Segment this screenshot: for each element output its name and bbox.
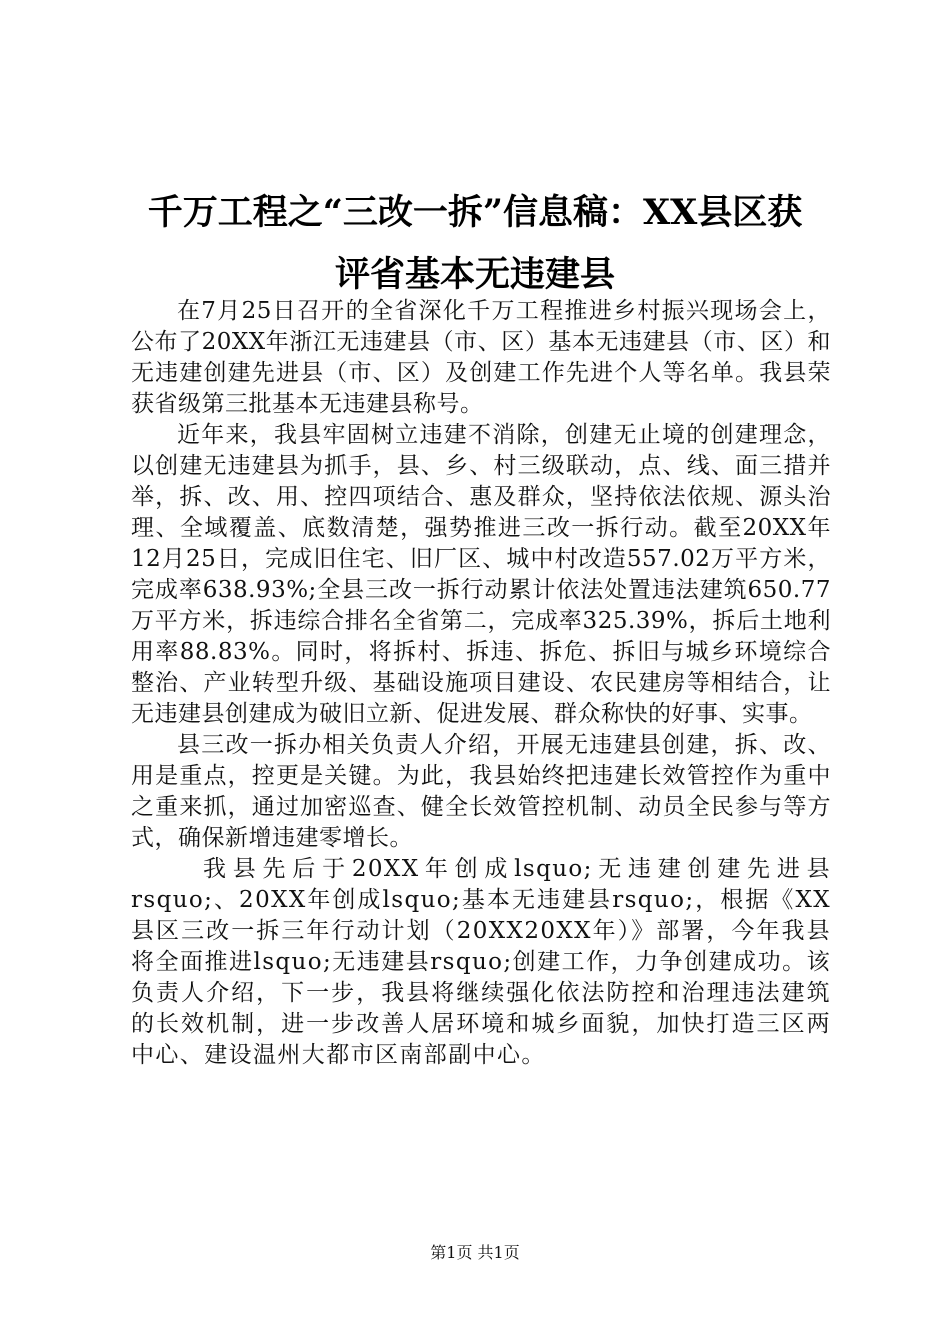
paragraph-4: 我县先后于20XX年创成lsquo;无违建创建先进县rsquo;、20XX年创成lsquo;基本无违建县rsquo;，根据《XX县区三改一拆三年行动计划（20XX20XX年）》部署，今年我县将全面推进lsquo;无违建县rsquo;创建工作，力争创建成功。该负责人介绍，下一步，我县将继续强化依法防控和治理违法建筑的长效机制，进一步改善人居环境和城乡面貌，加快打造三区两中心、建设温州大都市区南部副中心。 (131, 856, 831, 1068)
paragraph-3: 县三改一拆办相关负责人介绍，开展无违建县创建，拆、改、用是重点，控更是关键。为此，我县始终把违建长效管控作为重中之重来抓，通过加密巡查、健全长效管控机制、动员全民参与等方式，确保新增违建零增长。 (131, 732, 831, 851)
title-line-2: 评省基本无违建县 (334, 254, 615, 295)
page-title (120, 182, 830, 306)
paragraph-1: 在7月25日召开的全省深化千万工程推进乡村振兴现场会上，公布了20XX年浙江无违建县（市、区）基本无违建县（市、区）和无违建创建先进县（市、区）及创建工作先进个人等名单。我县荣获省级第三批基本无违建县称号。 (131, 298, 831, 417)
title-line-1: 千万工程之“三改一拆”信息稿：XX县区获 (147, 192, 803, 233)
paragraph-2: 近年来，我县牢固树立违建不消除，创建无止境的创建理念，以创建无违建县为抓手，县、乡、村三级联动，点、线、面三措并举，拆、改、用、控四项结合、惠及群众，坚持依法依规、源头治理、全域覆盖、底数清楚，强势推进三改一拆行动。截至20XX年12月25日，完成旧住宅、旧厂区、城中村改造557.02万平方米，完成率638.93%;全县三改一拆行动累计依法处置违法建筑650.77万平方米，拆违综合排名全省第二，完成率325.39%，拆后土地利用率88.83%。同时，将拆村、拆违、拆危、拆旧与城乡环境综合整治、产业转型升级、基础设施项目建设、农民建房等相结合，让无违建县创建成为破旧立新、促进发展、群众称快的好事、实事。 (131, 422, 831, 727)
document-body (131, 296, 831, 1071)
page-footer: 第1页 共1页 (430, 1243, 520, 1262)
